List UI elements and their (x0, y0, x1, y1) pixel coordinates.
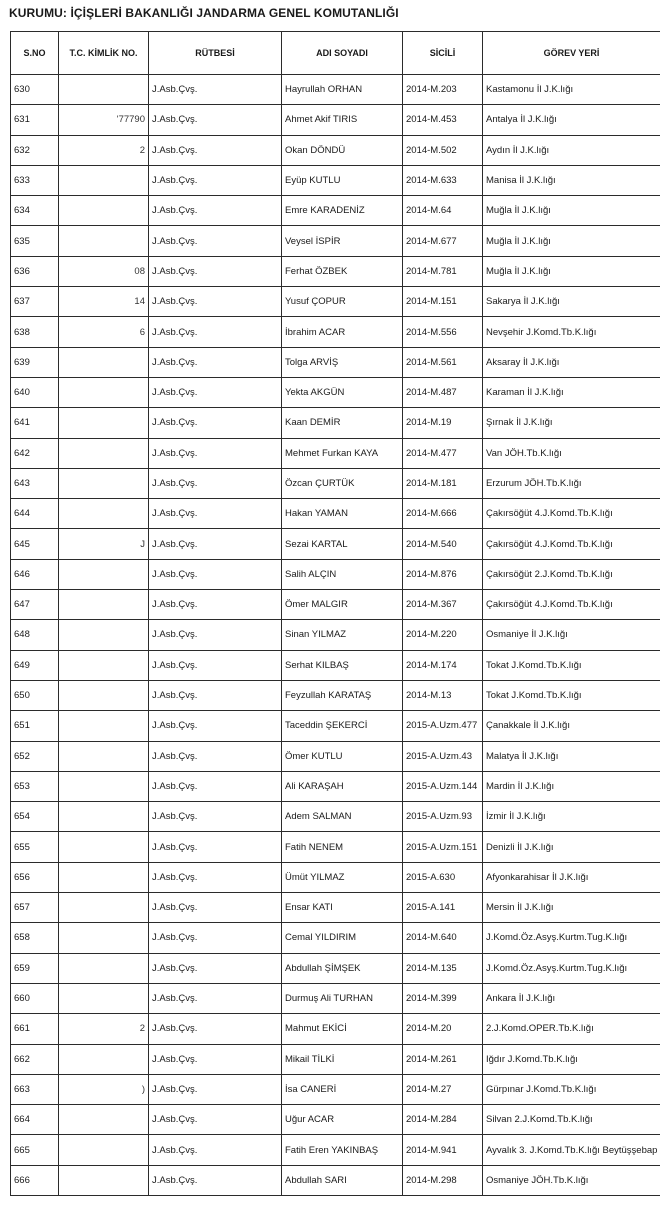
row-gorev-yeri: Afyonkarahisar İl J.K.lığı (483, 862, 660, 892)
table-row (11, 377, 660, 407)
row-rutbe: J.Asb.Çvş. (149, 1014, 282, 1044)
row-adi-soyadi: Emre KARADENİZ (282, 196, 403, 226)
row-gorev-yeri: Çakırsöğüt 4.J.Komd.Tb.K.lığı (483, 590, 660, 620)
row-sno: 650 (11, 680, 59, 710)
row-adi-soyadi: Okan DÖNDÜ (282, 135, 403, 165)
row-gorev-yeri: 2.J.Komd.OPER.Tb.K.lığı (483, 1014, 660, 1044)
row-sicil: 2015-A.Uzm.151 (403, 832, 483, 862)
row-rutbe: J.Asb.Çvş. (149, 1105, 282, 1135)
row-adi-soyadi: İbrahim ACAR (282, 317, 403, 347)
row-tc-kimlik-no (59, 165, 149, 195)
row-tc-kimlik-no (59, 832, 149, 862)
row-rutbe: J.Asb.Çvş. (149, 711, 282, 741)
header-adi-soyadi: ADI SOYADI (282, 32, 403, 75)
row-rutbe: J.Asb.Çvş. (149, 590, 282, 620)
row-sno: 651 (11, 711, 59, 741)
row-tc-kimlik-no: '77790 (59, 105, 149, 135)
row-adi-soyadi: Sezai KARTAL (282, 529, 403, 559)
row-adi-soyadi: Ali KARAŞAH (282, 771, 403, 801)
row-adi-soyadi: Adem SALMAN (282, 802, 403, 832)
row-sicil: 2014-M.640 (403, 923, 483, 953)
row-sicil: 2015-A.Uzm.477 (403, 711, 483, 741)
row-sno: 637 (11, 287, 59, 317)
row-sicil: 2014-M.27 (403, 1074, 483, 1104)
row-sno: 633 (11, 165, 59, 195)
row-tc-kimlik-no (59, 468, 149, 498)
row-adi-soyadi: Sinan YILMAZ (282, 620, 403, 650)
row-gorev-yeri: J.Komd.Öz.Asyş.Kurtm.Tug.K.lığı (483, 923, 660, 953)
table-row (11, 771, 660, 801)
row-rutbe: J.Asb.Çvş. (149, 953, 282, 983)
table-row (11, 347, 660, 377)
row-sno: 663 (11, 1074, 59, 1104)
document-title: KURUMU: İÇİŞLERİ BAKANLIĞI JANDARMA GENEL KOMUTANLIĞI (9, 6, 399, 20)
row-sicil: 2015-A.630 (403, 862, 483, 892)
row-sicil: 2014-M.561 (403, 347, 483, 377)
row-gorev-yeri: Silvan 2.J.Komd.Tb.K.lığı (483, 1105, 660, 1135)
row-rutbe: J.Asb.Çvş. (149, 135, 282, 165)
row-gorev-yeri: Gürpınar J.Komd.Tb.K.lığı (483, 1074, 660, 1104)
row-rutbe: J.Asb.Çvş. (149, 1044, 282, 1074)
table-row (11, 75, 660, 105)
row-adi-soyadi: Ferhat ÖZBEK (282, 256, 403, 286)
row-tc-kimlik-no (59, 559, 149, 589)
row-tc-kimlik-no (59, 983, 149, 1013)
row-adi-soyadi: Hayrullah ORHAN (282, 75, 403, 105)
row-adi-soyadi: Feyzullah KARATAŞ (282, 680, 403, 710)
table-row (11, 893, 660, 923)
row-gorev-yeri: Mardin İl J.K.lığı (483, 771, 660, 801)
row-sno: 632 (11, 135, 59, 165)
row-gorev-yeri: Van JÖH.Tb.K.lığı (483, 438, 660, 468)
row-rutbe: J.Asb.Çvş. (149, 408, 282, 438)
row-rutbe: J.Asb.Çvş. (149, 559, 282, 589)
row-adi-soyadi: Serhat KILBAŞ (282, 650, 403, 680)
row-sicil: 2014-M.941 (403, 1135, 483, 1165)
row-tc-kimlik-no (59, 620, 149, 650)
row-sno: 648 (11, 620, 59, 650)
table-row (11, 802, 660, 832)
row-rutbe: J.Asb.Çvş. (149, 165, 282, 195)
row-rutbe: J.Asb.Çvş. (149, 105, 282, 135)
row-sicil: 2015-A.Uzm.93 (403, 802, 483, 832)
row-adi-soyadi: Mahmut EKİCİ (282, 1014, 403, 1044)
row-sno: 649 (11, 650, 59, 680)
row-sno: 636 (11, 256, 59, 286)
row-adi-soyadi: Yekta AKGÜN (282, 377, 403, 407)
row-sno: 630 (11, 75, 59, 105)
table-row (11, 196, 660, 226)
row-gorev-yeri: J.Komd.Öz.Asyş.Kurtm.Tug.K.lığı (483, 953, 660, 983)
row-gorev-yeri: Karaman İl J.K.lığı (483, 377, 660, 407)
table-row (11, 438, 660, 468)
row-gorev-yeri: Tokat J.Komd.Tb.K.lığı (483, 680, 660, 710)
table-row (11, 983, 660, 1013)
row-tc-kimlik-no (59, 377, 149, 407)
row-sicil: 2014-M.284 (403, 1105, 483, 1135)
row-gorev-yeri: Muğla İl J.K.lığı (483, 196, 660, 226)
row-sno: 641 (11, 408, 59, 438)
row-gorev-yeri: Muğla İl J.K.lığı (483, 226, 660, 256)
row-adi-soyadi: Uğur ACAR (282, 1105, 403, 1135)
header-tc-kimlik-no: T.C. KİMLİK NO. (59, 32, 149, 75)
row-adi-soyadi: Özcan ÇURTÜK (282, 468, 403, 498)
table-row (11, 499, 660, 529)
row-gorev-yeri: Tokat J.Komd.Tb.K.lığı (483, 650, 660, 680)
header-rutbesi: RÜTBESİ (149, 32, 282, 75)
row-adi-soyadi: Taceddin ŞEKERCİ (282, 711, 403, 741)
table-row (11, 1135, 660, 1165)
row-sicil: 2014-M.487 (403, 377, 483, 407)
row-adi-soyadi: Ensar KATI (282, 893, 403, 923)
row-adi-soyadi: Fatih NENEM (282, 832, 403, 862)
row-sicil: 2014-M.19 (403, 408, 483, 438)
row-adi-soyadi: Abdullah SARI (282, 1165, 403, 1195)
row-adi-soyadi: Hakan YAMAN (282, 499, 403, 529)
row-sno: 640 (11, 377, 59, 407)
row-rutbe: J.Asb.Çvş. (149, 468, 282, 498)
header-sicili: SİCİLİ (403, 32, 483, 75)
row-gorev-yeri: Osmaniye İl J.K.lığı (483, 620, 660, 650)
row-sno: 646 (11, 559, 59, 589)
row-rutbe: J.Asb.Çvş. (149, 256, 282, 286)
table-row (11, 1014, 660, 1044)
table-row (11, 468, 660, 498)
personnel-table (10, 31, 660, 1196)
row-sno: 634 (11, 196, 59, 226)
table-row (11, 226, 660, 256)
row-tc-kimlik-no (59, 771, 149, 801)
row-sicil: 2014-M.453 (403, 105, 483, 135)
row-sicil: 2014-M.174 (403, 650, 483, 680)
row-tc-kimlik-no (59, 1044, 149, 1074)
row-gorev-yeri: Ayvalık 3. J.Komd.Tb.K.lığı Beytüşşebap (483, 1135, 660, 1165)
row-sicil: 2014-M.399 (403, 983, 483, 1013)
table-row (11, 1074, 660, 1104)
row-rutbe: J.Asb.Çvş. (149, 317, 282, 347)
row-sicil: 2014-M.220 (403, 620, 483, 650)
row-gorev-yeri: Ankara İl J.K.lığı (483, 983, 660, 1013)
row-tc-kimlik-no (59, 680, 149, 710)
row-sicil: 2014-M.540 (403, 529, 483, 559)
table-row (11, 711, 660, 741)
table-row (11, 408, 660, 438)
row-sicil: 2014-M.677 (403, 226, 483, 256)
row-sno: 666 (11, 1165, 59, 1195)
row-gorev-yeri: Aydın İl J.K.lığı (483, 135, 660, 165)
row-tc-kimlik-no (59, 953, 149, 983)
row-sicil: 2014-M.502 (403, 135, 483, 165)
row-adi-soyadi: Cemal YILDIRIM (282, 923, 403, 953)
row-sicil: 2015-A.Uzm.144 (403, 771, 483, 801)
row-tc-kimlik-no (59, 75, 149, 105)
row-tc-kimlik-no (59, 499, 149, 529)
row-rutbe: J.Asb.Çvş. (149, 771, 282, 801)
row-rutbe: J.Asb.Çvş. (149, 1074, 282, 1104)
row-sno: 661 (11, 1014, 59, 1044)
table-header-row (11, 32, 660, 75)
row-sno: 655 (11, 832, 59, 862)
row-sno: 662 (11, 1044, 59, 1074)
row-sicil: 2014-M.261 (403, 1044, 483, 1074)
row-gorev-yeri: Şırnak İl J.K.lığı (483, 408, 660, 438)
row-adi-soyadi: İsa CANERİ (282, 1074, 403, 1104)
row-rutbe: J.Asb.Çvş. (149, 620, 282, 650)
row-gorev-yeri: Kastamonu İl J.K.lığı (483, 75, 660, 105)
table-row (11, 741, 660, 771)
row-tc-kimlik-no (59, 226, 149, 256)
row-adi-soyadi: Tolga ARVİŞ (282, 347, 403, 377)
row-tc-kimlik-no: J (59, 529, 149, 559)
row-rutbe: J.Asb.Çvş. (149, 1165, 282, 1195)
row-rutbe: J.Asb.Çvş. (149, 741, 282, 771)
row-tc-kimlik-no: 2 (59, 135, 149, 165)
row-gorev-yeri: Sakarya İl J.K.lığı (483, 287, 660, 317)
row-sicil: 2015-A.Uzm.43 (403, 741, 483, 771)
row-rutbe: J.Asb.Çvş. (149, 680, 282, 710)
row-sno: 647 (11, 590, 59, 620)
row-gorev-yeri: Erzurum JÖH.Tb.K.lığı (483, 468, 660, 498)
row-sicil: 2014-M.181 (403, 468, 483, 498)
row-sicil: 2014-M.781 (403, 256, 483, 286)
row-rutbe: J.Asb.Çvş. (149, 196, 282, 226)
table-row (11, 953, 660, 983)
row-adi-soyadi: Veysel İSPİR (282, 226, 403, 256)
row-sno: 656 (11, 862, 59, 892)
row-adi-soyadi: Ahmet Akif TIRIS (282, 105, 403, 135)
row-tc-kimlik-no: 6 (59, 317, 149, 347)
row-rutbe: J.Asb.Çvş. (149, 832, 282, 862)
row-sicil: 2014-M.203 (403, 75, 483, 105)
row-gorev-yeri: Osmaniye JÖH.Tb.K.lığı (483, 1165, 660, 1195)
row-rutbe: J.Asb.Çvş. (149, 862, 282, 892)
row-gorev-yeri: Çakırsöğüt 2.J.Komd.Tb.K.lığı (483, 559, 660, 589)
row-gorev-yeri: Aksaray İl J.K.lığı (483, 347, 660, 377)
table-row (11, 559, 660, 589)
table-row (11, 1044, 660, 1074)
row-sno: 664 (11, 1105, 59, 1135)
row-tc-kimlik-no (59, 347, 149, 377)
row-tc-kimlik-no: ) (59, 1074, 149, 1104)
table-row (11, 1105, 660, 1135)
row-rutbe: J.Asb.Çvş. (149, 893, 282, 923)
table-row (11, 923, 660, 953)
row-adi-soyadi: Salih ALÇIN (282, 559, 403, 589)
row-rutbe: J.Asb.Çvş. (149, 923, 282, 953)
row-sno: 644 (11, 499, 59, 529)
row-tc-kimlik-no: 14 (59, 287, 149, 317)
row-rutbe: J.Asb.Çvş. (149, 1135, 282, 1165)
table-row (11, 680, 660, 710)
row-gorev-yeri: Malatya İl J.K.lığı (483, 741, 660, 771)
row-tc-kimlik-no (59, 1165, 149, 1195)
row-sno: 638 (11, 317, 59, 347)
row-sno: 659 (11, 953, 59, 983)
table-row (11, 650, 660, 680)
table-row (11, 287, 660, 317)
row-gorev-yeri: Muğla İl J.K.lığı (483, 256, 660, 286)
row-rutbe: J.Asb.Çvş. (149, 499, 282, 529)
row-sno: 658 (11, 923, 59, 953)
row-sno: 654 (11, 802, 59, 832)
row-tc-kimlik-no: 08 (59, 256, 149, 286)
table-row (11, 1165, 660, 1195)
row-gorev-yeri: Manisa İl J.K.lığı (483, 165, 660, 195)
row-rutbe: J.Asb.Çvş. (149, 75, 282, 105)
row-tc-kimlik-no (59, 1105, 149, 1135)
row-rutbe: J.Asb.Çvş. (149, 650, 282, 680)
row-gorev-yeri: Çakırsöğüt 4.J.Komd.Tb.K.lığı (483, 529, 660, 559)
row-sno: 639 (11, 347, 59, 377)
row-adi-soyadi: Fatih Eren YAKINBAŞ (282, 1135, 403, 1165)
row-sno: 653 (11, 771, 59, 801)
row-sicil: 2014-M.633 (403, 165, 483, 195)
row-sicil: 2014-M.367 (403, 590, 483, 620)
table-row (11, 529, 660, 559)
row-sno: 643 (11, 468, 59, 498)
row-tc-kimlik-no (59, 408, 149, 438)
row-sno: 652 (11, 741, 59, 771)
row-adi-soyadi: Abdullah ŞİMŞEK (282, 953, 403, 983)
row-sno: 660 (11, 983, 59, 1013)
table-row (11, 165, 660, 195)
row-tc-kimlik-no (59, 741, 149, 771)
row-adi-soyadi: Yusuf ÇOPUR (282, 287, 403, 317)
row-sicil: 2014-M.13 (403, 680, 483, 710)
row-gorev-yeri: Çakırsöğüt 4.J.Komd.Tb.K.lığı (483, 499, 660, 529)
row-sicil: 2014-M.666 (403, 499, 483, 529)
row-rutbe: J.Asb.Çvş. (149, 983, 282, 1013)
table-row (11, 105, 660, 135)
row-adi-soyadi: Mikail TİLKİ (282, 1044, 403, 1074)
row-sicil: 2015-A.141 (403, 893, 483, 923)
row-sicil: 2014-M.135 (403, 953, 483, 983)
row-gorev-yeri: Nevşehir J.Komd.Tb.K.lığı (483, 317, 660, 347)
row-gorev-yeri: Mersin İl J.K.lığı (483, 893, 660, 923)
row-tc-kimlik-no (59, 862, 149, 892)
row-sno: 665 (11, 1135, 59, 1165)
row-tc-kimlik-no (59, 650, 149, 680)
row-adi-soyadi: Mehmet Furkan KAYA (282, 438, 403, 468)
row-gorev-yeri: Antalya İl J.K.lığı (483, 105, 660, 135)
row-rutbe: J.Asb.Çvş. (149, 226, 282, 256)
row-tc-kimlik-no (59, 590, 149, 620)
row-rutbe: J.Asb.Çvş. (149, 377, 282, 407)
row-tc-kimlik-no (59, 923, 149, 953)
row-tc-kimlik-no (59, 1135, 149, 1165)
header-gorev-yeri: GÖREV YERİ (483, 32, 660, 75)
table-row (11, 317, 660, 347)
row-tc-kimlik-no: 2 (59, 1014, 149, 1044)
header-sno: S.NO (11, 32, 59, 75)
row-adi-soyadi: Ömer KUTLU (282, 741, 403, 771)
row-sno: 642 (11, 438, 59, 468)
row-adi-soyadi: Kaan DEMİR (282, 408, 403, 438)
row-adi-soyadi: Durmuş Ali TURHAN (282, 983, 403, 1013)
row-sicil: 2014-M.876 (403, 559, 483, 589)
row-gorev-yeri: Denizli İl J.K.lığı (483, 832, 660, 862)
table-row (11, 256, 660, 286)
row-rutbe: J.Asb.Çvş. (149, 347, 282, 377)
row-gorev-yeri: Çanakkale İl J.K.lığı (483, 711, 660, 741)
row-rutbe: J.Asb.Çvş. (149, 802, 282, 832)
row-rutbe: J.Asb.Çvş. (149, 438, 282, 468)
row-tc-kimlik-no (59, 802, 149, 832)
row-sno: 631 (11, 105, 59, 135)
row-sno: 635 (11, 226, 59, 256)
row-sno: 657 (11, 893, 59, 923)
row-sicil: 2014-M.64 (403, 196, 483, 226)
row-rutbe: J.Asb.Çvş. (149, 287, 282, 317)
table-row (11, 135, 660, 165)
row-sicil: 2014-M.556 (403, 317, 483, 347)
row-tc-kimlik-no (59, 196, 149, 226)
table-row (11, 832, 660, 862)
row-rutbe: J.Asb.Çvş. (149, 529, 282, 559)
row-adi-soyadi: Ömer MALGIR (282, 590, 403, 620)
row-adi-soyadi: Ümüt YILMAZ (282, 862, 403, 892)
row-tc-kimlik-no (59, 711, 149, 741)
row-sicil: 2014-M.151 (403, 287, 483, 317)
table-row (11, 620, 660, 650)
table-row (11, 590, 660, 620)
row-sicil: 2014-M.20 (403, 1014, 483, 1044)
row-sicil: 2014-M.477 (403, 438, 483, 468)
row-tc-kimlik-no (59, 893, 149, 923)
row-sicil: 2014-M.298 (403, 1165, 483, 1195)
row-tc-kimlik-no (59, 438, 149, 468)
row-adi-soyadi: Eyüp KUTLU (282, 165, 403, 195)
row-gorev-yeri: İzmir İl J.K.lığı (483, 802, 660, 832)
table-row (11, 862, 660, 892)
row-sno: 645 (11, 529, 59, 559)
row-gorev-yeri: Iğdır J.Komd.Tb.K.lığı (483, 1044, 660, 1074)
